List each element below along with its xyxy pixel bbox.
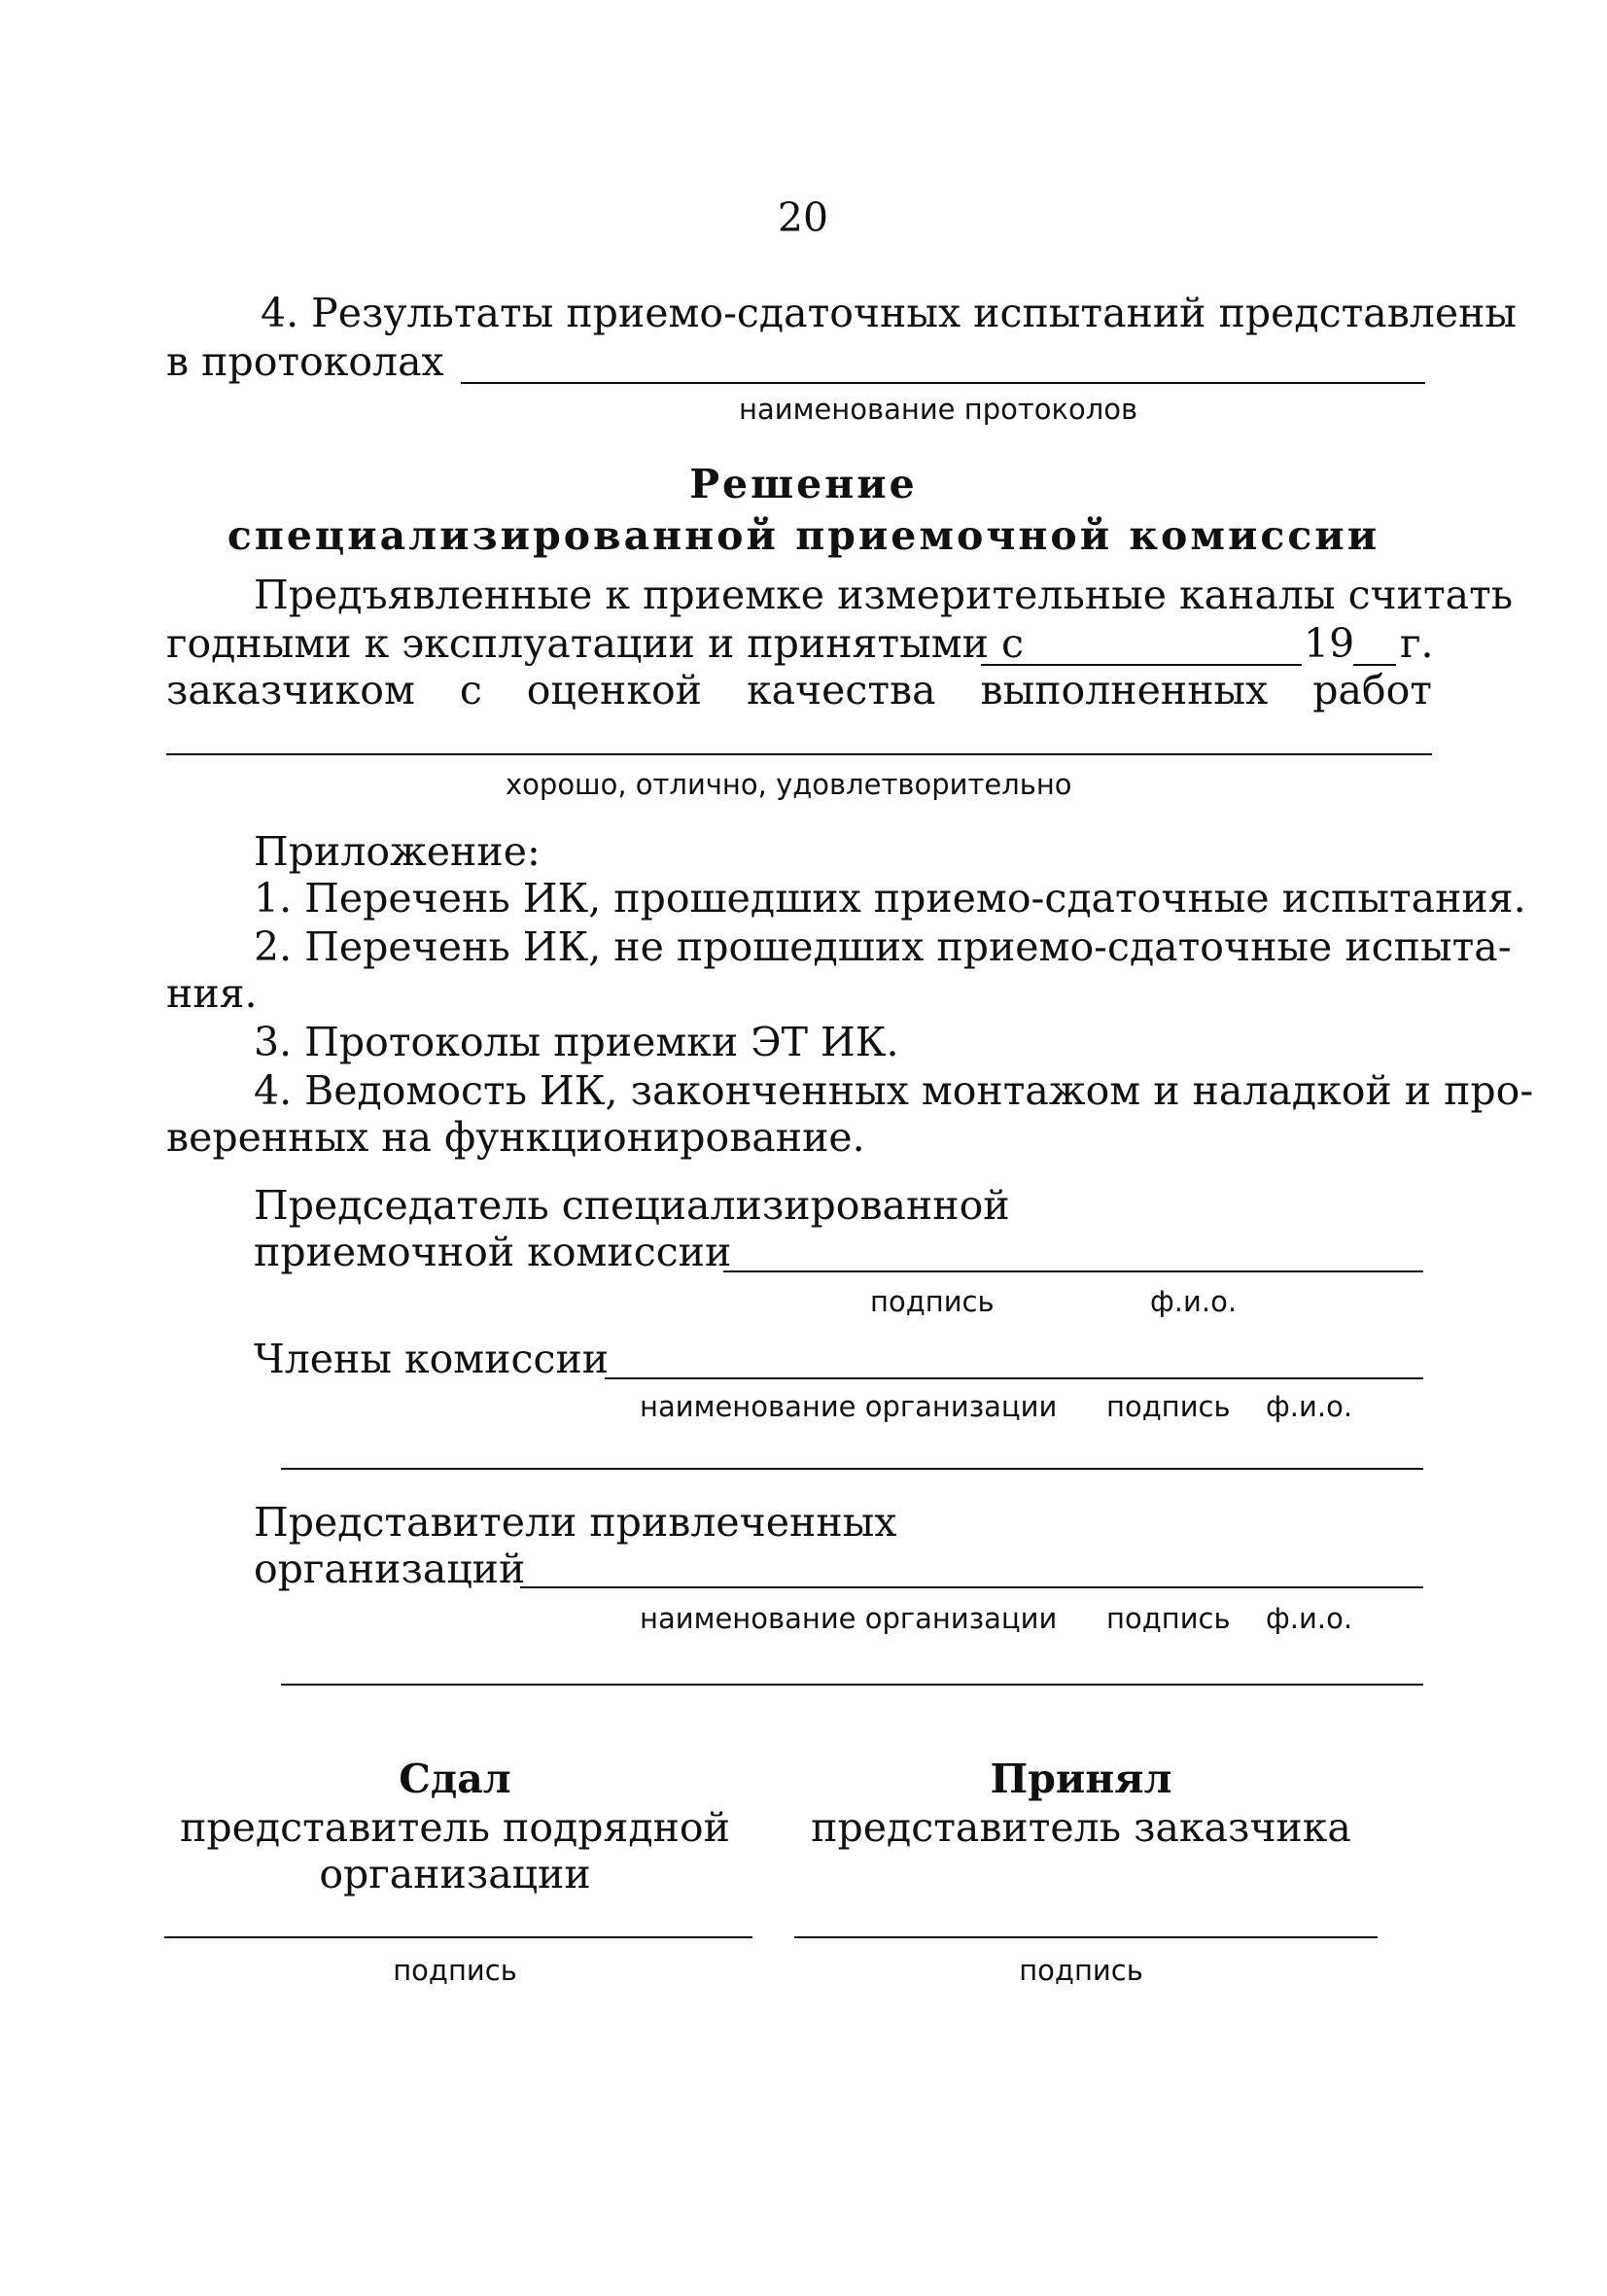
decision-line3 [166, 667, 1432, 713]
reps-caption-organization: наименование организации [640, 1602, 1058, 1635]
protocols-caption: наименование протоколов [739, 393, 1138, 426]
decision-line3-word: выполненных [980, 667, 1269, 713]
reps-caption-signature: подпись [1106, 1602, 1231, 1635]
appendix-item: 1. Перечень ИК, прошедших приемо-сдаточные испытания. [254, 875, 1526, 922]
decision-title: Решение [689, 461, 918, 507]
decision-year-suffix: г. [1400, 620, 1434, 667]
chairman-caption-signature: подпись [870, 1285, 995, 1318]
decision-line3-word: качества [746, 667, 936, 713]
appendix-item: 4. Ведомость ИК, законченных монтажом и наладкой и про- [254, 1067, 1534, 1114]
appendix-item-continued: веренных на функционирование. [166, 1114, 865, 1161]
handover-right-title: Принял [990, 1756, 1172, 1802]
reps-caption-name: ф.и.о. [1266, 1602, 1353, 1635]
handover-right-line1: представитель заказчика [811, 1804, 1351, 1851]
appendix-heading: Приложение: [254, 828, 541, 875]
reps-signature-line[interactable] [520, 1586, 1423, 1588]
decision-line1: Предъявленные к приемке измерительные каналы считать [254, 572, 1514, 618]
decision-line2a: годными к эксплуатации и принятыми с [166, 620, 1024, 667]
protocols-field-line[interactable] [461, 382, 1425, 384]
section4-line1: 4. Результаты приемо-сдаточных испытаний представлены [261, 290, 1518, 336]
page-number: 20 [777, 194, 829, 241]
reps-label-line1: Представители привлеченных [254, 1499, 897, 1546]
chairman-label-line2: приемочной комиссии [254, 1229, 732, 1275]
appendix-item: 2. Перечень ИК, не прошедших приемо-сдаточные испыта- [254, 923, 1512, 970]
chairman-signature-line[interactable] [723, 1270, 1423, 1272]
members-caption-name: ф.и.о. [1266, 1390, 1353, 1423]
members-caption-signature: подпись [1106, 1390, 1231, 1423]
chairman-label-line1: Председатель специализированной [254, 1182, 1010, 1229]
reps-label-line2: организаций [254, 1546, 526, 1592]
appendix-item: 3. Протоколы приемки ЭТ ИК. [254, 1019, 899, 1065]
members-signature-line[interactable] [605, 1377, 1423, 1379]
acceptance-year-line[interactable] [1353, 664, 1396, 666]
handover-right-caption: подпись [1019, 1954, 1143, 1987]
handover-left-signature-line[interactable] [164, 1936, 752, 1938]
handover-right-signature-line[interactable] [794, 1936, 1378, 1938]
members-label: Члены комиссии [254, 1336, 610, 1382]
handover-left-title: Сдал [399, 1756, 511, 1802]
acceptance-date-line[interactable] [981, 664, 1302, 666]
appendix-item-continued: ния. [166, 970, 258, 1017]
decision-year-prefix: 19 [1304, 620, 1355, 667]
handover-left-line2: организации [319, 1851, 591, 1897]
handover-left-line1: представитель подрядной [180, 1804, 730, 1851]
decision-line3-word: работ [1312, 667, 1432, 713]
members-second-line[interactable] [281, 1468, 1423, 1470]
chairman-caption-name: ф.и.о. [1150, 1285, 1238, 1318]
reps-second-line[interactable] [281, 1684, 1423, 1686]
handover-left-caption: подпись [393, 1954, 517, 1987]
grade-caption: хорошо, отлично, удовлетворительно [506, 768, 1072, 801]
decision-line3-word: заказчиком [166, 667, 415, 713]
grade-field-line[interactable] [166, 753, 1432, 755]
decision-line3-word: с [459, 667, 482, 713]
members-caption-organization: наименование организации [640, 1390, 1058, 1423]
section4-line2: в протоколах [166, 338, 444, 385]
decision-line3-word: оценкой [526, 667, 702, 713]
decision-subtitle: специализированной приемочной комиссии [227, 512, 1380, 559]
